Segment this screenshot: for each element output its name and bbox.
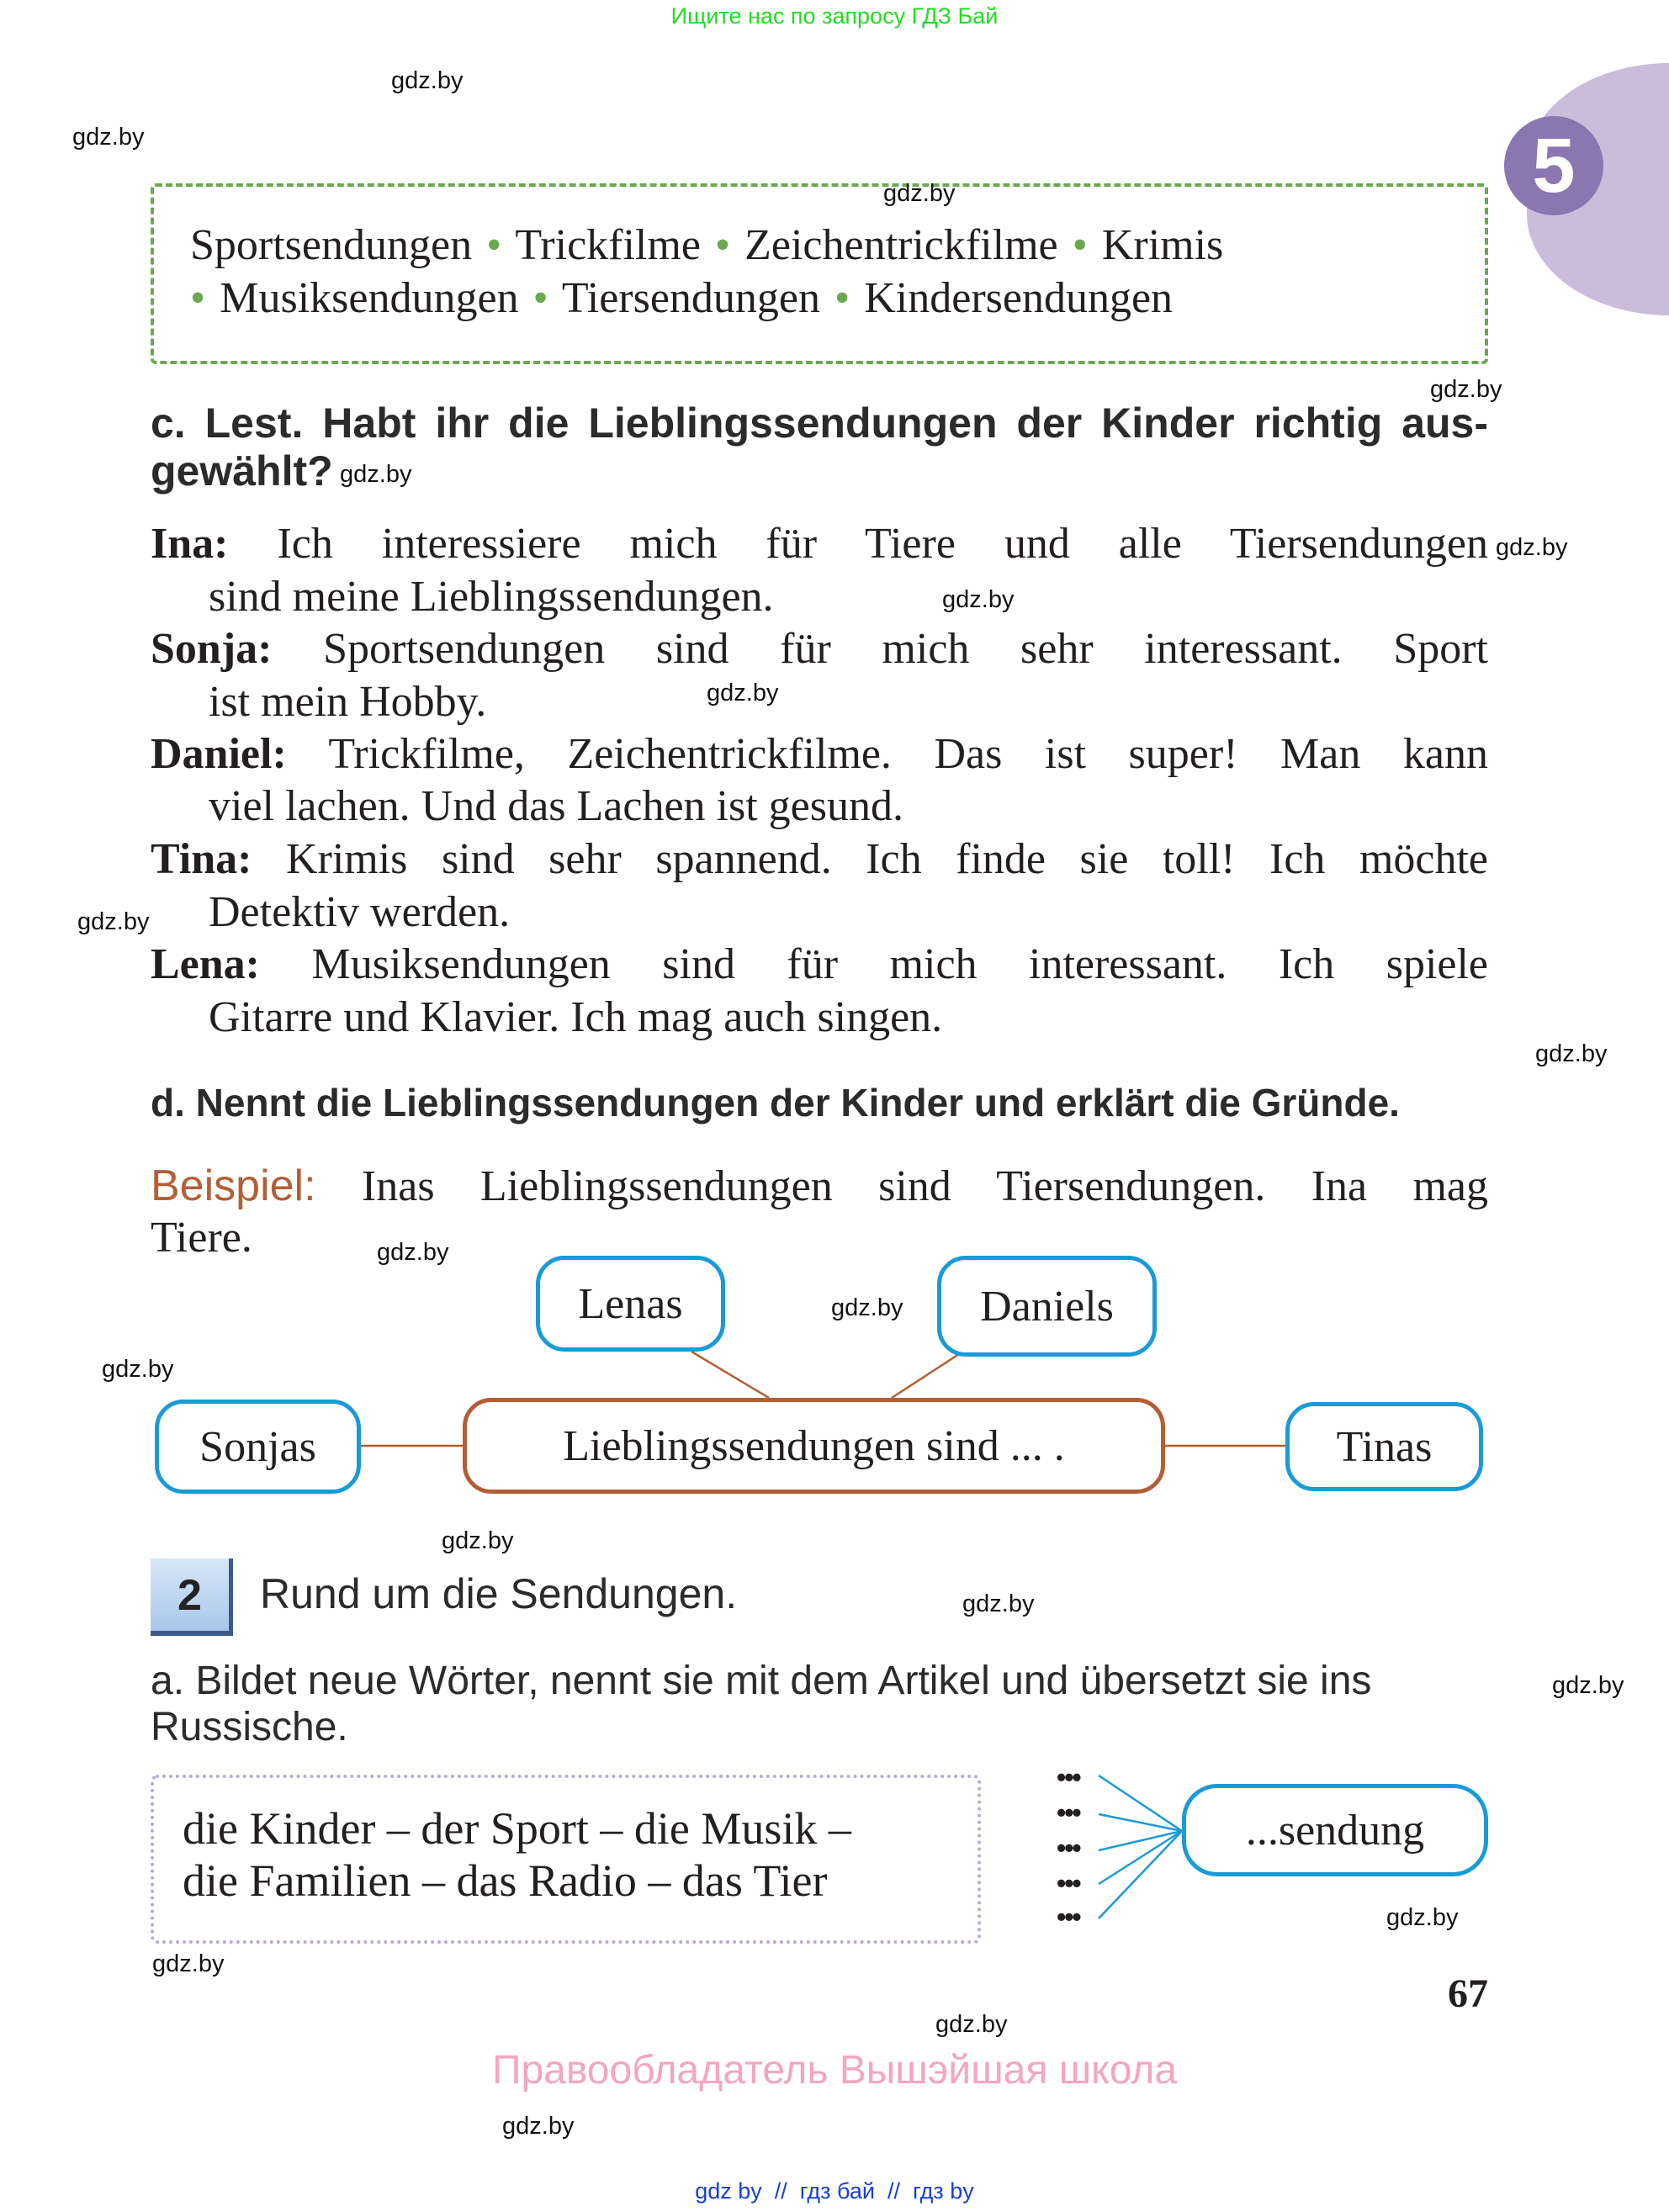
watermark: gdz.by <box>391 67 464 94</box>
speech-text: Krimis sind sehr spannend. Ich finde sie toll! Ich möchte <box>285 835 1488 883</box>
arrow-line <box>1099 1831 1182 1850</box>
footer-links[interactable]: gdz by // гдз бай // гдз by <box>695 2178 974 2204</box>
bullet-icon: • <box>532 274 548 322</box>
word: Krimis <box>1101 221 1224 269</box>
watermark: gdz.by <box>1430 376 1502 403</box>
node-lenas: Lenas <box>536 1256 725 1352</box>
speech-text: Ich interessiere mich für Tiere und alle Tiersendungen <box>277 520 1489 568</box>
task-c-heading: c. Lest. Habt ihr die Lieblingssendungen der Kinder richtig aus- <box>151 400 1488 447</box>
example-line-2: Tiere. <box>151 1214 252 1262</box>
node-daniels: Daniels <box>937 1256 1157 1357</box>
word: Tiersendungen <box>561 274 821 322</box>
dialogue-line-cont: viel lachen. Und das Lachen ist gesund. <box>209 782 903 830</box>
task-2a-heading-cont: Russische. <box>151 1705 348 1749</box>
speaker-name: Lena: <box>151 940 260 988</box>
dialogue-line-cont: sind meine Lieblingssendungen. <box>209 573 774 621</box>
dialogue-line-cont: Detektiv werden. <box>209 888 511 936</box>
word: Musiksendungen <box>220 274 519 322</box>
watermark: gdz.by <box>935 2011 1008 2038</box>
task-number-badge: 2 <box>151 1558 233 1636</box>
watermark: gdz.by <box>831 1294 903 1321</box>
watermark: gdz.by <box>707 680 779 706</box>
bullet-icon: • <box>190 274 206 322</box>
task-d-heading: d. Nennt die Lieblingssendungen der Kinder und erklärt die Gründe. <box>151 1081 1400 1125</box>
watermark: gdz.by <box>377 1239 449 1266</box>
words-line-2: die Familien – das Radio – das Tier <box>183 1855 828 1906</box>
task-c-heading-cont: gewählt? <box>151 447 333 495</box>
bullet-icon: • <box>486 221 502 269</box>
node-center: Lieblingssendungen sind ... . <box>463 1398 1165 1494</box>
arrow-line <box>1099 1831 1182 1918</box>
watermark: gdz.by <box>442 1527 514 1554</box>
example-text: Inas Lieblingssendungen sind Tiersendungen. Ina mag <box>361 1162 1489 1210</box>
unit-badge: 5 <box>1504 116 1603 215</box>
speech-text: Trickfilme, Zeichentrickfilme. Das ist super! Man kann <box>328 730 1488 778</box>
dialogue-line-cont: ist mein Hobby. <box>209 678 487 726</box>
bullet-icon: • <box>714 221 731 269</box>
blank-dots: ••• <box>1057 1797 1080 1828</box>
bullet-icon: • <box>1072 221 1088 269</box>
speech-text: Musiksendungen sind für mich interessant. Ich spiele <box>311 940 1489 988</box>
watermark: gdz.by <box>502 2113 575 2140</box>
word: Zeichentrickfilme <box>744 221 1058 269</box>
connector-line <box>691 1352 769 1398</box>
node-tinas: Tinas <box>1285 1402 1483 1491</box>
connector-line <box>892 1354 959 1398</box>
watermark: gdz.by <box>102 1356 174 1383</box>
blank-dots: ••• <box>1057 1902 1080 1932</box>
speech-text: Sportsendungen sind für mich sehr interessant. Sport <box>323 625 1489 673</box>
speaker-name: Sonja: <box>151 625 273 673</box>
word: Trickfilme <box>515 221 701 269</box>
dialogue-line-cont: Gitarre und Klavier. Ich mag auch singen. <box>209 993 943 1041</box>
speaker-name: Daniel: <box>151 730 287 778</box>
watermark: gdz.by <box>1535 1040 1608 1067</box>
watermark: gdz.by <box>942 586 1015 613</box>
watermark: gdz.by <box>72 124 145 151</box>
watermark: gdz.by <box>1496 534 1568 561</box>
speaker-name: Tina: <box>151 835 252 883</box>
bullet-icon: • <box>834 274 850 322</box>
blank-dots: ••• <box>1057 1833 1080 1863</box>
watermark: gdz.by <box>962 1590 1035 1617</box>
copyright-note: Правообладатель Вышэйшая школа <box>491 2048 1178 2093</box>
task-2a-heading: a. Bildet neue Wörter, nennt sie mit dem Artikel und übersetzt sie ins <box>151 1659 1372 1703</box>
watermark: gdz.by <box>1552 1672 1624 1699</box>
watermark: gdz.by <box>340 461 412 488</box>
watermark: gdz.by <box>883 180 956 207</box>
blank-dots: ••• <box>1057 1762 1080 1792</box>
word: Sportsendungen <box>190 221 473 269</box>
speaker-name: Ina: <box>151 520 229 568</box>
word: Kindersendungen <box>864 274 1174 322</box>
watermark: gdz.by <box>152 1950 225 1977</box>
sendung-node: ...sendung <box>1182 1784 1488 1876</box>
watermark: gdz.by <box>1386 1904 1459 1931</box>
top-note: Ищите нас по запросу ГДЗ Бай <box>670 3 999 29</box>
node-sonjas: Sonjas <box>155 1400 361 1494</box>
words-line-1: die Kinder – der Sport – die Musik – <box>183 1803 851 1854</box>
watermark: gdz.by <box>77 908 150 935</box>
example-label: Beispiel: <box>151 1162 316 1210</box>
task-2-title: Rund um die Sendungen. <box>260 1570 738 1617</box>
page-number: 67 <box>1448 1971 1488 2016</box>
blank-dots: ••• <box>1057 1868 1080 1898</box>
